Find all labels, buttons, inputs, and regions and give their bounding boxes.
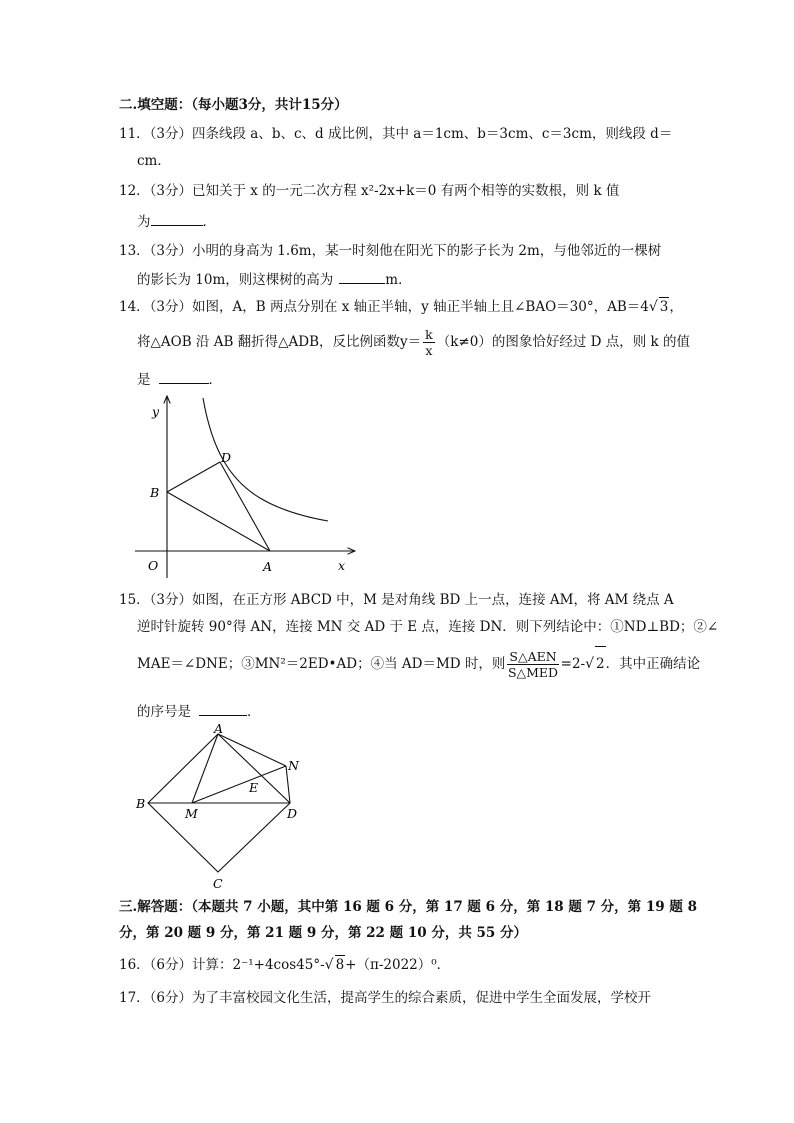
radical-sign: √ (648, 299, 658, 315)
radicand: 2 (595, 646, 606, 681)
question-15-equals: =2- (560, 656, 586, 672)
question-14-suffix: ． (208, 372, 222, 388)
figure-q14-inverse-function (130, 390, 370, 580)
question-14-text: 将△AOB 沿 AB 翻折得△ADB，反比例函数y＝ (137, 334, 422, 350)
question-14-text: 14．（3分）如图，A，B 两点分别在 x 轴正半轴，y 轴正半轴上且∠BAO＝30°，AB＝4 (119, 299, 649, 315)
label-D: D (287, 806, 298, 821)
question-12-line-1: 12．（3分）已知关于 x 的一元二次方程 x²-2x+k＝0 有两个相等的实数根，则 k 值 (119, 183, 620, 199)
question-13-suffix: m． (385, 272, 412, 288)
radical-sign: √ (585, 656, 595, 672)
question-15-line-4 (137, 702, 261, 721)
fraction-numerator: S△AEN (509, 649, 557, 664)
question-12-line-2 (137, 212, 216, 231)
label-B: B (136, 796, 146, 811)
label-N: N (288, 758, 299, 773)
label-x: x (338, 558, 346, 573)
question-14-line-1 (119, 297, 683, 316)
label-O: O (148, 558, 159, 573)
question-15-prefix: 的序号是 (137, 704, 191, 720)
question-14-text-end: （k≠0）的图象恰好经过 D 点，则 k 的值 (436, 334, 690, 350)
question-15-line-3 (137, 646, 700, 681)
question-16-text-end: +（π-2022）⁰． (345, 957, 451, 973)
label-D: D (221, 450, 232, 465)
section-title-fill-in: 二.填空题：（每小题3分，共计15分） (119, 97, 348, 113)
question-13-prefix: 的影长为 10m，则这棵树的高为 (137, 272, 334, 288)
fraction-denominator: S△MED (507, 665, 559, 680)
label-A: A (214, 722, 224, 736)
answer-blank[interactable] (159, 370, 209, 384)
question-11-line-1: 11．（3分）四条线段 a、b、c、d 成比例，其中 a＝1cm、b＝3cm、c＝3cm，则线段 d＝ (119, 126, 673, 142)
question-14-line-2 (137, 327, 690, 358)
question-15-line-1: 15．（3分）如图，在正方形 ABCD 中，M 是对角线 BD 上一点，连接 AM，将 AM 绕点 A (119, 592, 674, 608)
question-14-line-3 (137, 370, 222, 389)
answer-blank[interactable] (199, 702, 247, 716)
question-16-line (119, 955, 450, 974)
fraction-numerator: k (425, 327, 433, 342)
question-14-text-end: ， (669, 299, 683, 315)
segment-BD (167, 462, 220, 492)
answer-blank[interactable] (151, 212, 203, 226)
question-12-suffix: ． (202, 214, 216, 230)
fraction-denominator: x (425, 343, 433, 358)
figure-q15-square (130, 722, 320, 894)
question-15-text-end: ．其中正确结论 (605, 656, 701, 672)
section-title-answer-1: 三.解答题：（本题共 7 小题，其中第 16 题 6 分，第 17 题 6 分，第 18 题 7 分，第 19 题 8 (119, 899, 697, 915)
label-M: M (185, 806, 198, 821)
label-y: y (152, 404, 160, 419)
segment-MN (192, 766, 286, 803)
question-12-prefix: 为 (137, 214, 151, 230)
question-11-line-2: cm． (137, 153, 171, 169)
label-C: C (213, 876, 223, 891)
radicand: 8 (335, 957, 345, 973)
question-15-line-2: 逆时针旋转 90°得 AN，连接 MN 交 AD 于 E 点，连接 DN．则下列结论中：①ND⊥BD；②∠ (137, 619, 719, 635)
question-15-text: MAE＝∠DNE；③MN²＝2ED•AD；④当 AD＝MD 时，则 (137, 656, 506, 672)
question-14-prefix: 是 (137, 372, 151, 388)
question-17-line-1: 17．（6分）为了丰富校园文化生活，提高学生的综合素质，促进中学生全面发展，学校开 (119, 990, 652, 1006)
answer-blank[interactable] (339, 270, 385, 284)
question-15-suffix: ． (247, 704, 261, 720)
fraction-k-over-x (423, 327, 435, 358)
question-13-line-2 (137, 270, 412, 289)
radical-sign: √ (324, 957, 334, 973)
question-16-text: 16．（6分）计算：2⁻¹+4cos45°- (119, 957, 325, 973)
segment-AM (192, 734, 218, 803)
question-13-line-1: 13．（3分）小明的身高为 1.6m，某一时刻他在阳光下的影子长为 2m，与他邻近的一棵树 (119, 243, 662, 259)
radicand: 3 (659, 299, 669, 315)
segment-BA (167, 492, 270, 551)
segment-AN (218, 734, 286, 766)
label-E: E (249, 780, 259, 795)
label-A: A (263, 559, 273, 574)
section-title-answer-2: 分，第 20 题 9 分，第 21 题 9 分，第 22 题 10 分，共 55 分） (119, 925, 528, 941)
label-B: B (150, 485, 160, 500)
segment-DA (220, 462, 270, 551)
fraction-area-ratio (507, 649, 558, 680)
